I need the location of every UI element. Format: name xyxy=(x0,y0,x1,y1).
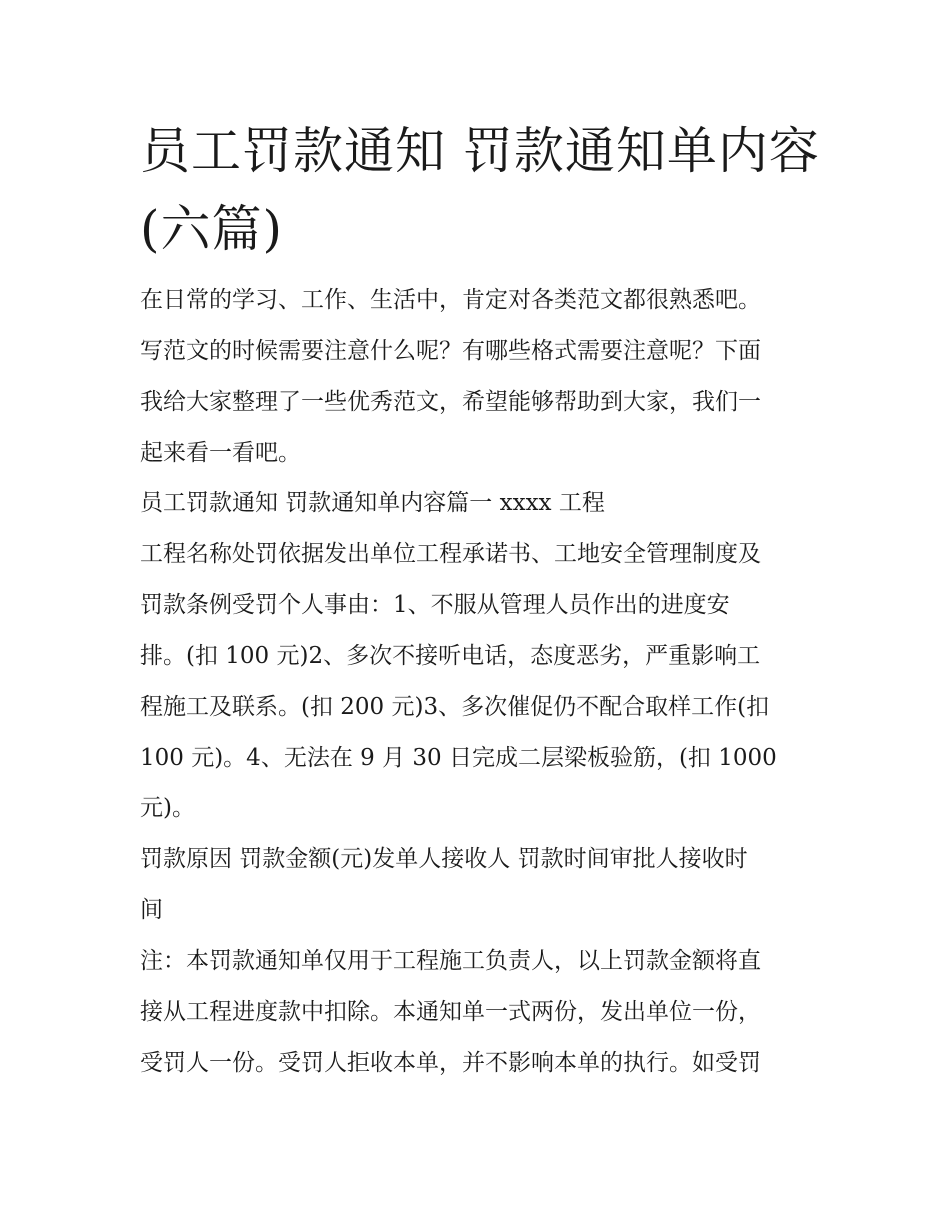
notice-line-4: 程施工及联系。(扣 200 元)3、多次催促仍不配合取样工作(扣 xyxy=(140,694,770,720)
note-line-3: 受罚人一份。受罚人拒收本单，并不影响本单的执行。如受罚 xyxy=(140,1050,761,1076)
notice-line-6: 元)。 xyxy=(140,795,195,821)
section-heading: 员工罚款通知 罚款通知单内容篇一 xxxx 工程 xyxy=(140,490,605,516)
notice-line-3: 排。(扣 100 元)2、多次不接听电话，态度恶劣，严重影响工 xyxy=(140,643,761,669)
notice-line-5: 100 元)。4、无法在 9 月 30 日完成二层梁板验筋，(扣 1000 xyxy=(140,745,777,771)
intro-line-3: 我给大家整理了一些优秀范文，希望能够帮助到大家，我们一 xyxy=(140,389,761,415)
notice-line-1: 工程名称处罚依据发出单位工程承诺书、工地安全管理制度及 xyxy=(140,541,761,567)
table-header-line-1: 罚款原因 罚款金额(元)发单人接收人 罚款时间审批人接收时 xyxy=(140,846,748,872)
table-header-line-2: 间 xyxy=(140,897,163,923)
document-title xyxy=(140,112,830,268)
intro-line-1: 在日常的学习、工作、生活中，肯定对各类范文都很熟悉吧。 xyxy=(140,287,761,313)
title-line-2: (六篇) xyxy=(140,200,284,258)
note-line-1: 注：本罚款通知单仅用于工程施工负责人，以上罚款金额将直 xyxy=(140,948,761,974)
title-line-1: 员工罚款通知 罚款通知单内容 xyxy=(140,122,820,180)
note-line-2: 接从工程进度款中扣除。本通知单一式两份，发出单位一份， xyxy=(140,999,761,1025)
intro-line-4: 起来看一看吧。 xyxy=(140,440,301,466)
notice-line-2: 罚款条例受罚个人事由：1、不服从管理人员作出的进度安 xyxy=(140,592,730,618)
intro-line-2: 写范文的时候需要注意什么呢？有哪些格式需要注意呢？下面 xyxy=(140,338,761,364)
